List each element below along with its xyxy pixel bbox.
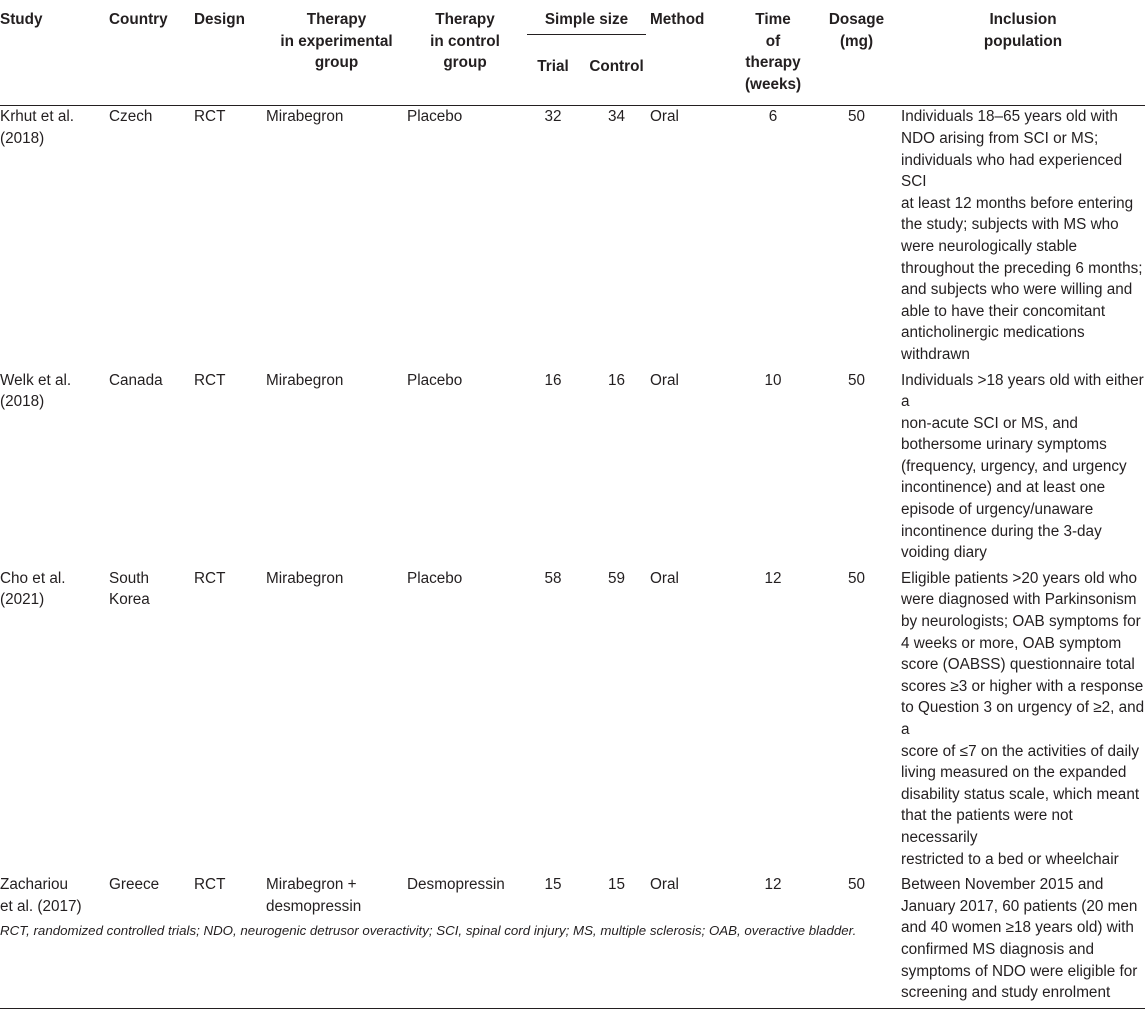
cell-country: South Korea bbox=[109, 569, 150, 609]
table-footnote: RCT, randomized controlled trials; NDO, neurogenic detrusor overactivity; SCI, spinal cord injury; MS, multiple sclerosis; OAB, overactive bladder. bbox=[0, 923, 857, 938]
cell-therapy-experimental: Mirabegron bbox=[266, 569, 344, 587]
cell-time: 12 bbox=[764, 569, 782, 587]
header-therapy-experimental: Therapy in experimental group bbox=[266, 0, 407, 106]
cell-design: RCT bbox=[194, 371, 226, 389]
cell-inclusion: Individuals 18–65 years old with NDO arising from SCI or MS; individuals who had experienced SCI at least 12 months before entering the study; subjects with MS who were neurologically stable throughout the preceding 6 months; and subjects who were willing and able to have their concomitant anticholinergic medications withdrawn bbox=[901, 108, 1143, 363]
cell-study: Welk et al. (2018) bbox=[0, 371, 72, 411]
cell-time: 6 bbox=[768, 108, 778, 126]
cell-method: Oral bbox=[650, 371, 679, 389]
cell-control: 34 bbox=[608, 108, 626, 126]
cell-therapy-control: Placebo bbox=[407, 569, 463, 587]
header-therapy-control: Therapy in control group bbox=[407, 0, 523, 106]
table-row bbox=[0, 568, 1145, 874]
header-country: Country bbox=[109, 0, 194, 106]
header-method: Method bbox=[650, 0, 734, 106]
cell-design: RCT bbox=[194, 569, 226, 587]
cell-therapy-experimental: Mirabegron bbox=[266, 108, 344, 126]
cell-method: Oral bbox=[650, 108, 679, 126]
cell-inclusion: Eligible patients >20 years old who were diagnosed with Parkinsonism by neurologists; OAB symptoms for 4 weeks or more, OAB symptom score (OABSS) questionnaire total scores ≥3 or higher with a response to Question 3 on urgency of ≥2, and a score of ≤7 on the activities of daily living measured on the expanded disability status scale, which meant that the patients were not necessarily restricted to a bed or wheelchair bbox=[901, 569, 1145, 868]
header-control: Control bbox=[583, 53, 650, 106]
cell-inclusion: Individuals >18 years old with either a non-acute SCI or MS, and bothersome urinary symptoms (frequency, urgency, and urgency incontinence) and at least one episode of urgency/unaware incontinence during the 3-day voiding diary bbox=[901, 371, 1144, 562]
cell-therapy-experimental: Mirabegron bbox=[266, 371, 344, 389]
cell-study: Zachariou et al. (2017) bbox=[0, 874, 109, 1008]
cell-country: Czech bbox=[109, 108, 153, 126]
header-inclusion-population: Inclusion population bbox=[901, 0, 1145, 106]
cell-time: 12 bbox=[734, 874, 812, 1008]
cell-inclusion: Between November 2015 and January 2017, 60 patients (20 men and 40 women ≥18 years old) with confirmed MS diagnosis and symptoms of NDO were eligible for screening and study enrolment bbox=[901, 874, 1145, 1008]
cell-dosage: 50 bbox=[812, 874, 901, 1008]
header-row bbox=[0, 0, 1145, 53]
cell-therapy-control: Placebo bbox=[407, 108, 463, 126]
cell-method: Oral bbox=[650, 569, 679, 587]
cell-dosage: 50 bbox=[848, 371, 866, 389]
cell-dosage: 50 bbox=[848, 108, 866, 126]
cell-control: 15 bbox=[583, 874, 650, 1008]
cell-country: Canada bbox=[109, 371, 163, 389]
cell-trial: 16 bbox=[544, 371, 562, 389]
header-dosage: Dosage (mg) bbox=[812, 0, 901, 106]
cell-time: 10 bbox=[764, 371, 782, 389]
cell-design: RCT bbox=[194, 874, 266, 1008]
cell-therapy-control: Placebo bbox=[407, 371, 463, 389]
cell-dosage: 50 bbox=[848, 569, 866, 587]
cell-study: Cho et al. (2021) bbox=[0, 569, 66, 609]
cell-control: 16 bbox=[608, 371, 626, 389]
cell-study: Krhut et al. (2018) bbox=[0, 108, 74, 147]
cell-therapy-control: Desmopressin bbox=[407, 874, 523, 1008]
header-sample-size: Simple size bbox=[523, 0, 650, 53]
cell-trial: 58 bbox=[544, 569, 562, 587]
header-trial: Trial bbox=[523, 53, 583, 106]
cell-therapy-experimental: Mirabegron + desmopressin bbox=[266, 874, 407, 1008]
cell-country: Greece bbox=[109, 874, 194, 1008]
cell-trial: 32 bbox=[544, 108, 562, 126]
cell-method: Oral bbox=[650, 874, 734, 1008]
header-time-of-therapy: Time of therapy (weeks) bbox=[734, 0, 812, 106]
cell-trial: 15 bbox=[523, 874, 583, 1008]
header-design: Design bbox=[194, 0, 266, 106]
table-row bbox=[0, 874, 1145, 1008]
table-row bbox=[0, 106, 1145, 370]
cell-design: RCT bbox=[194, 108, 226, 126]
cell-control: 59 bbox=[608, 569, 626, 587]
header-study: Study bbox=[0, 0, 109, 106]
table-row bbox=[0, 370, 1145, 568]
